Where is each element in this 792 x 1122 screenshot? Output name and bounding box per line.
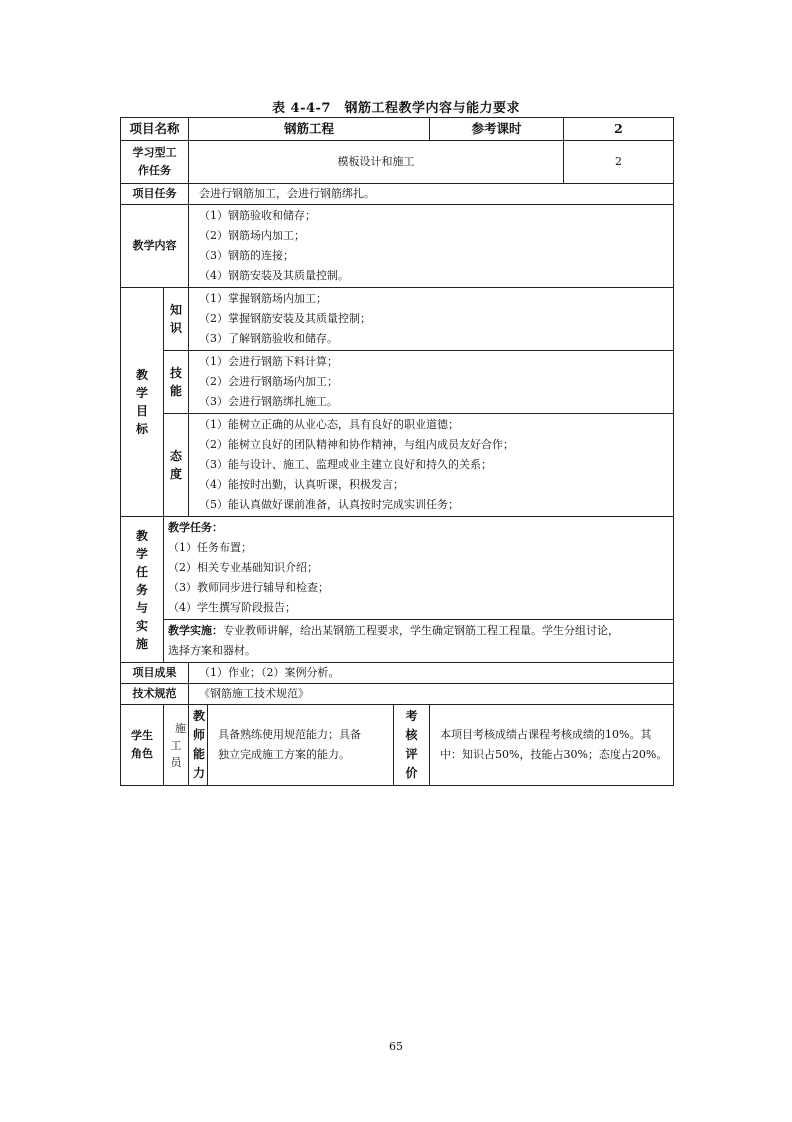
list-item: （3）能与设计、施工、监理或业主建立良好和持久的关系；: [199, 458, 493, 471]
list-item: （2）会进行钢筋场内加工；: [199, 375, 339, 388]
impl-title: 教学实施：: [168, 624, 223, 637]
evaluation-value: 本项目考核成绩占课程考核成绩的10%。其 中：知识占50%，技能占30%；态度占20%。: [430, 705, 674, 786]
teaching-content-list: [189, 205, 674, 288]
teaching-content-label: 教学内容: [121, 205, 189, 288]
tasks-impl-label: 教 学 任 务 与 实 施: [121, 517, 164, 663]
roles-label: 学生 角色: [121, 705, 164, 786]
header-row: [121, 118, 674, 141]
list-item: （2）能树立良好的团队精神和协作精神，与组内成员友好合作；: [199, 438, 515, 451]
list-item: （2）钢筋场内加工；: [199, 229, 306, 242]
objective-skill-row: [121, 351, 674, 414]
list-item: （3）钢筋的连接；: [199, 249, 295, 262]
list-item: （4）能按时出勤，认真听课，积极发言；: [199, 478, 405, 491]
learning-task-hours: 2: [564, 141, 674, 184]
project-task-label: 项目任务: [121, 184, 189, 205]
outcome-row: [121, 663, 674, 684]
list-item: （1）能树立正确的从业心态，具有良好的职业道德；: [199, 418, 460, 431]
implementation-row: [121, 620, 674, 663]
learning-task-label: 学习型工 作任务: [121, 141, 189, 184]
table-caption: 表 4-4-7 钢筋工程教学内容与能力要求: [272, 101, 520, 116]
project-task-value: 会进行钢筋加工，会进行钢筋绑扎。: [189, 184, 674, 205]
roles-row: [121, 705, 674, 786]
role-value: 施 工 员: [164, 705, 189, 786]
spec-row: [121, 684, 674, 705]
skill-label: 技 能: [164, 351, 189, 414]
hours-value: 2: [564, 118, 674, 141]
list-item: （2）相关专业基础知识介绍；: [168, 561, 318, 574]
page-number: 65: [389, 1040, 403, 1053]
list-item: （3）教师同步进行辅导和检查；: [168, 581, 329, 594]
impl-text-cont: 选择方案和器材。: [168, 644, 256, 657]
hours-label: 参考课时: [430, 118, 564, 141]
tasks-row: [121, 517, 674, 620]
spec-value: 《钢筋施工技术规范》: [189, 684, 674, 705]
list-item: （4）钢筋安装及其质量控制。: [199, 269, 350, 282]
knowledge-list: [189, 288, 674, 351]
list-item: （1）任务布置；: [168, 541, 252, 554]
spec-label: 技术规范: [121, 684, 189, 705]
outcome-label: 项目成果: [121, 663, 189, 684]
knowledge-label: 知 识: [164, 288, 189, 351]
learning-task-row: [121, 141, 674, 184]
teaching-tasks: [164, 517, 674, 620]
teaching-implementation: [164, 620, 674, 663]
list-item: （1）会进行钢筋下料计算；: [199, 355, 339, 368]
objective-knowledge-row: [121, 288, 674, 351]
list-item: （1）掌握钢筋场内加工；: [199, 292, 328, 305]
project-name-value: 钢筋工程: [189, 118, 430, 141]
tasks-title: 教学任务：: [168, 521, 223, 534]
attitude-list: [189, 414, 674, 517]
list-item: （3）了解钢筋验收和储存。: [199, 332, 339, 345]
project-name-label: 项目名称: [121, 118, 189, 141]
project-task-row: [121, 184, 674, 205]
learning-task-value: 模板设计和施工: [189, 141, 564, 184]
impl-text: 专业教师讲解，给出某钢筋工程要求，学生确定钢筋工程工程量。学生分组讨论，: [223, 624, 619, 637]
list-item: （5）能认真做好课前准备，认真按时完成实训任务；: [199, 498, 460, 511]
skill-list: [189, 351, 674, 414]
teaching-content-row: [121, 205, 674, 288]
attitude-label: 态 度: [164, 414, 189, 517]
teacher-ability-value: 具备熟练使用规范能力；具备 独立完成施工方案的能力。: [208, 705, 394, 786]
list-item: （4）学生撰写阶段报告；: [168, 601, 296, 614]
list-item: （1）钢筋验收和储存；: [199, 209, 317, 222]
list-item: （3）会进行钢筋绑扎施工。: [199, 395, 339, 408]
objectives-label: 教 学 目 标: [121, 288, 164, 517]
objective-attitude-row: [121, 414, 674, 517]
evaluation-label: 考 核 评 价: [394, 705, 430, 786]
outcome-value: （1）作业；（2）案例分析。: [189, 663, 674, 684]
teacher-ability-label: 教 师 能 力: [189, 705, 208, 786]
list-item: （2）掌握钢筋安装及其质量控制；: [199, 312, 372, 325]
course-table: [120, 117, 674, 786]
